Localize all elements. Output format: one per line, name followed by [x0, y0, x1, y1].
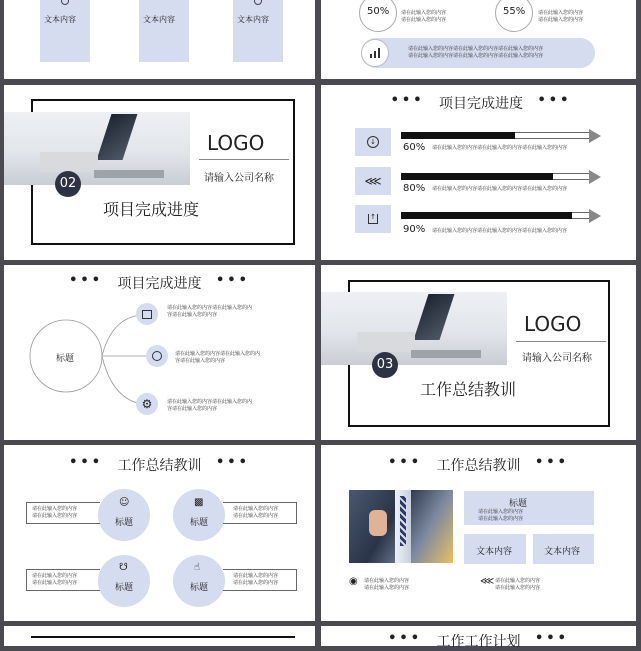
- share-line-1: 请在此输入您的内容: [495, 578, 541, 584]
- slide-header: [321, 93, 641, 113]
- office-photo: [321, 292, 507, 365]
- pie-2-text-2: 请在此输入您的内容: [538, 17, 584, 23]
- title-box-label: 标题: [509, 499, 528, 509]
- gear-icon: ⚙: [136, 393, 158, 415]
- slide-6[interactable]: [321, 265, 636, 440]
- dots-left-icon: •••: [388, 630, 423, 646]
- row-2-desc: 请在此输入您的内容请在此输入您的内容请在此输入您的内容: [432, 186, 568, 192]
- logo-divider: [199, 159, 289, 160]
- slide-title: 工作总结教训: [117, 458, 202, 474]
- button-1-label: 文本内容: [476, 547, 513, 557]
- row-3-fill: [401, 212, 572, 219]
- hand-icon: ☝: [194, 562, 201, 573]
- slide-title: 项目完成进度: [117, 276, 202, 292]
- chart-icon-circle: [361, 39, 389, 67]
- slide-9[interactable]: [4, 626, 315, 646]
- chart-icon: ▩: [194, 497, 204, 508]
- slide-header: [321, 455, 636, 475]
- circle-4-label: 标题: [190, 583, 209, 593]
- slide-7[interactable]: [4, 445, 315, 621]
- slide-5[interactable]: [4, 265, 315, 440]
- section-title: 项目完成进度: [103, 200, 200, 219]
- row-1-fill: [401, 132, 515, 139]
- slide-10[interactable]: [321, 626, 636, 650]
- card-3-label: 文本内容: [237, 15, 269, 24]
- row-2-icon-box: [355, 167, 391, 195]
- row-3-arrow-icon: [589, 209, 601, 223]
- pie-1-text-1: 请在此输入您的内容: [401, 10, 447, 16]
- share-line-2: 请在此输入您的内容: [495, 585, 541, 591]
- row-2-arrow-icon: [589, 170, 601, 184]
- logo: LOGO: [207, 131, 265, 155]
- dots-right-icon: •••: [534, 454, 569, 470]
- banner-line-2: 请在此输入您的内容请在此输入您的内容请在此输入您的内容: [408, 53, 544, 59]
- row-1-arrow-icon: [589, 129, 601, 143]
- location-icon: ◉: [349, 576, 358, 587]
- row-3-percent: 90%: [403, 224, 426, 235]
- pie-1-value: 50%: [367, 6, 390, 17]
- row-1-icon-box: [355, 128, 391, 156]
- dots-left-icon: •••: [390, 92, 425, 108]
- row-3-desc: 请在此输入您的内容请在此输入您的内容请在此输入您的内容: [432, 228, 568, 234]
- card-2: [139, 0, 189, 62]
- card-1: [40, 0, 90, 62]
- user-icon: ☺: [119, 497, 130, 508]
- slide-4[interactable]: [321, 85, 636, 260]
- dots-right-icon: •••: [537, 92, 572, 108]
- pie-1-text-2: 请在此输入您的内容: [401, 17, 447, 23]
- slide-8[interactable]: [321, 445, 636, 621]
- text-box-2-line-1: 请在此输入您的内容: [233, 506, 279, 512]
- slide-title: 工作工作计划: [436, 634, 521, 650]
- row-2-fill: [401, 173, 553, 180]
- text-box-1-line-2: 请在此输入您的内容: [32, 513, 78, 519]
- dots-left-icon: •••: [69, 272, 104, 288]
- dots-left-icon: •••: [69, 454, 104, 470]
- item-2-line-2: 容请在此输入您的内容: [175, 358, 226, 364]
- item-1-line-2: 容请在此输入您的内容: [167, 312, 218, 318]
- text-box-4-line-2: 请在此输入您的内容: [233, 580, 279, 586]
- item-3-line-1: 请在此输入您的内容请在此输入您的内: [167, 399, 253, 405]
- button-2-label: 文本内容: [544, 547, 581, 557]
- card-3: [233, 0, 283, 62]
- dots-right-icon: •••: [215, 454, 250, 470]
- logo-divider: [516, 341, 606, 342]
- title-box-line-1: 请在此输入您的内容: [478, 509, 524, 515]
- thumbs-up-photo: [349, 490, 453, 563]
- text-box-1-line-1: 请在此输入您的内容: [32, 506, 78, 512]
- item-1-line-1: 请在此输入您的内容请在此输入您的内: [167, 305, 253, 311]
- section-number: 03: [372, 352, 398, 378]
- frame-top: [31, 636, 295, 638]
- text-box-3-line-1: 请在此输入您的内容: [32, 573, 78, 579]
- company-name: 请输入公司名称: [204, 173, 274, 184]
- row-2-percent: 80%: [403, 183, 426, 194]
- logo: LOGO: [524, 312, 582, 336]
- card-1-label: 文本内容: [44, 15, 76, 24]
- section-number: 02: [55, 171, 81, 197]
- section-title: 工作总结教训: [420, 380, 517, 399]
- slide-2[interactable]: [321, 0, 636, 79]
- slide-header: [4, 455, 315, 475]
- pie-2-text-1: 请在此输入您的内容: [538, 10, 584, 16]
- slide-header: [321, 631, 636, 651]
- row-1-percent: 60%: [403, 142, 426, 153]
- upload-icon: ↑: [368, 214, 378, 224]
- download-icon: ↓: [367, 136, 379, 148]
- share-icon: ⋘: [480, 576, 495, 587]
- banner-line-1: 请在此输入您的内容请在此输入您的内容请在此输入您的内容: [408, 46, 544, 52]
- dots-right-icon: •••: [215, 272, 250, 288]
- center-label: 标题: [56, 354, 75, 364]
- item-3-line-2: 容请在此输入您的内容: [167, 406, 218, 412]
- cart-icon: ☋: [119, 562, 128, 573]
- card-2-label: 文本内容: [143, 15, 175, 24]
- circle-1-label: 标题: [115, 518, 134, 528]
- slide-1[interactable]: [4, 0, 315, 79]
- slide-title: 项目完成进度: [439, 96, 523, 112]
- location-line-2: 请在此输入您的内容: [364, 585, 410, 591]
- pie-2-value: 55%: [503, 6, 526, 17]
- calendar-icon: [136, 303, 158, 325]
- text-box-2-line-2: 请在此输入您的内容: [233, 513, 279, 519]
- title-box-line-2: 请在此输入您的内容: [478, 516, 524, 522]
- row-1-desc: 请在此输入您的内容请在此输入您的内容请在此输入您的内容: [432, 145, 568, 151]
- circle-2-label: 标题: [190, 518, 209, 528]
- circle-3-label: 标题: [115, 583, 134, 593]
- text-box-4-line-1: 请在此输入您的内容: [233, 573, 279, 579]
- clock-icon: [146, 345, 168, 367]
- slide-title: 工作总结教训: [436, 458, 521, 474]
- dots-left-icon: •••: [388, 454, 423, 470]
- row-3-icon-box: [355, 205, 391, 233]
- share-icon: ⋘: [364, 174, 382, 188]
- dots-right-icon: •••: [534, 630, 569, 646]
- text-box-3-line-2: 请在此输入您的内容: [32, 580, 78, 586]
- office-photo: [4, 112, 190, 185]
- slide-3[interactable]: [4, 85, 315, 260]
- location-line-1: 请在此输入您的内容: [364, 578, 410, 584]
- company-name: 请输入公司名称: [522, 353, 592, 364]
- item-2-line-1: 请在此输入您的内容请在此输入您的内: [175, 351, 261, 357]
